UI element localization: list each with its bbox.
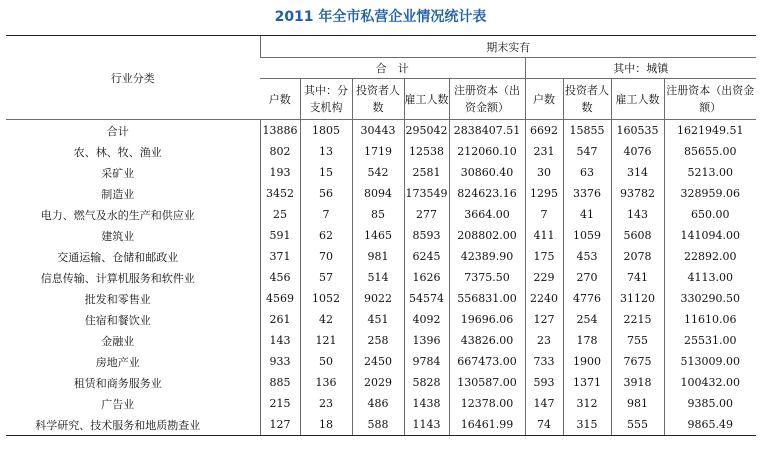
table-cell: 16461.99 xyxy=(449,414,525,436)
table-row xyxy=(6,267,756,288)
table-cell: 2240 xyxy=(525,288,563,309)
row-category: 电力、燃气及水的生产和供应业 xyxy=(40,208,195,222)
table-cell: 5608 xyxy=(611,225,664,246)
table-cell: 3918 xyxy=(611,372,664,393)
table-cell: 667473.00 xyxy=(449,351,525,372)
row-category: 信息传输、计算机服务和软件业 xyxy=(40,271,195,285)
row-category: 农、林、牧、渔业 xyxy=(73,145,162,159)
table-cell: 4092 xyxy=(404,309,449,330)
table-row xyxy=(6,120,756,142)
table-cell: 12538 xyxy=(404,141,449,162)
table-cell: 2078 xyxy=(611,246,664,267)
table-cell: 23 xyxy=(525,330,563,351)
column-header: 投资者人数 xyxy=(352,79,404,120)
table-cell: 330290.50 xyxy=(664,288,756,309)
table-cell: 4776 xyxy=(563,288,611,309)
table-cell: 19696.06 xyxy=(449,309,525,330)
table-cell: 85 xyxy=(352,204,404,225)
table-cell: 13886 xyxy=(260,120,300,142)
row-category: 租赁和商务服务业 xyxy=(73,376,162,390)
table-cell: 31120 xyxy=(611,288,664,309)
table-cell: 556831.00 xyxy=(449,288,525,309)
table-cell: 588 xyxy=(352,414,404,436)
row-category: 金融业 xyxy=(101,334,135,348)
table-cell: 981 xyxy=(611,393,664,414)
row-category: 房地产业 xyxy=(95,355,140,369)
table-cell: 30 xyxy=(525,162,563,183)
table-cell: 7 xyxy=(525,204,563,225)
table-cell: 1465 xyxy=(352,225,404,246)
table-cell: 42 xyxy=(300,309,352,330)
row-category: 制造业 xyxy=(101,187,135,201)
table-cell: 212060.10 xyxy=(449,141,525,162)
table-cell: 2581 xyxy=(404,162,449,183)
table-cell: 2029 xyxy=(352,372,404,393)
table-row xyxy=(6,141,756,162)
table-cell: 1719 xyxy=(352,141,404,162)
table-cell: 270 xyxy=(563,267,611,288)
row-category: 交通运输、仓储和邮政业 xyxy=(57,250,179,264)
column-header: 雇工人数 xyxy=(611,79,664,120)
table-cell: 733 xyxy=(525,351,563,372)
table-cell: 3376 xyxy=(563,183,611,204)
table-row xyxy=(6,204,756,225)
table-cell: 258 xyxy=(352,330,404,351)
table-cell: 15855 xyxy=(563,120,611,142)
table-cell: 62 xyxy=(300,225,352,246)
table-cell: 147 xyxy=(525,393,563,414)
table-cell: 22892.00 xyxy=(664,246,756,267)
table-row xyxy=(6,414,756,436)
table-cell: 3452 xyxy=(260,183,300,204)
header-group-total: 合 计 xyxy=(260,58,525,79)
table-cell: 2838407.51 xyxy=(449,120,525,142)
table-cell: 42389.90 xyxy=(449,246,525,267)
table-cell: 981 xyxy=(352,246,404,267)
table-cell: 411 xyxy=(525,225,563,246)
table-cell: 229 xyxy=(525,267,563,288)
table-cell: 136 xyxy=(300,372,352,393)
table-cell: 555 xyxy=(611,414,664,436)
table-cell: 215 xyxy=(260,393,300,414)
table-cell: 8094 xyxy=(352,183,404,204)
table-cell: 1052 xyxy=(300,288,352,309)
table-row xyxy=(6,351,756,372)
table-cell: 295042 xyxy=(404,120,449,142)
table-cell: 143 xyxy=(260,330,300,351)
table-cell: 2215 xyxy=(611,309,664,330)
table-cell: 50 xyxy=(300,351,352,372)
row-category: 住宿和餐饮业 xyxy=(84,313,151,327)
table-cell: 277 xyxy=(404,204,449,225)
table-cell: 3664.00 xyxy=(449,204,525,225)
table-title: 2011 年全市私营企业情况统计表 xyxy=(274,9,487,25)
table-cell: 54574 xyxy=(404,288,449,309)
table-cell: 371 xyxy=(260,246,300,267)
table-row xyxy=(6,393,756,414)
table-cell: 12378.00 xyxy=(449,393,525,414)
table-cell: 254 xyxy=(563,309,611,330)
table-cell: 9865.49 xyxy=(664,414,756,436)
table-cell: 143 xyxy=(611,204,664,225)
table-cell: 802 xyxy=(260,141,300,162)
table-cell: 85655.00 xyxy=(664,141,756,162)
column-header: 户数 xyxy=(260,79,300,120)
table-cell: 593 xyxy=(525,372,563,393)
table-cell: 513009.00 xyxy=(664,351,756,372)
table-cell: 121 xyxy=(300,330,352,351)
table-cell: 1371 xyxy=(563,372,611,393)
table-cell: 451 xyxy=(352,309,404,330)
table-header xyxy=(6,36,756,120)
column-header: 雇工人数 xyxy=(404,79,449,120)
table-cell: 193 xyxy=(260,162,300,183)
table-row xyxy=(6,309,756,330)
table-cell: 456 xyxy=(260,267,300,288)
table-cell: 312 xyxy=(563,393,611,414)
table-cell: 141094.00 xyxy=(664,225,756,246)
table-cell: 7375.50 xyxy=(449,267,525,288)
table-cell: 591 xyxy=(260,225,300,246)
table-cell: 231 xyxy=(525,141,563,162)
table-cell: 5828 xyxy=(404,372,449,393)
table-cell: 63 xyxy=(563,162,611,183)
header-period: 期末实有 xyxy=(260,36,756,58)
column-header: 其中：分支机构 xyxy=(300,79,352,120)
table-body xyxy=(6,120,756,436)
table-cell: 4076 xyxy=(611,141,664,162)
table-cell: 6245 xyxy=(404,246,449,267)
table-cell: 1626 xyxy=(404,267,449,288)
row-category: 科学研究、技术服务和地质勘查业 xyxy=(6,414,260,436)
table-cell: 486 xyxy=(352,393,404,414)
table-cell: 7675 xyxy=(611,351,664,372)
table-cell: 9784 xyxy=(404,351,449,372)
table-cell: 261 xyxy=(260,309,300,330)
table-row xyxy=(6,183,756,204)
table-cell: 1900 xyxy=(563,351,611,372)
table-cell: 1805 xyxy=(300,120,352,142)
table-cell: 57 xyxy=(300,267,352,288)
table-cell: 11610.06 xyxy=(664,309,756,330)
table-cell: 41 xyxy=(563,204,611,225)
table-cell: 9022 xyxy=(352,288,404,309)
table-cell: 93782 xyxy=(611,183,664,204)
table-cell: 7 xyxy=(300,204,352,225)
table-cell: 824623.16 xyxy=(449,183,525,204)
table-cell: 74 xyxy=(525,414,563,436)
column-header: 投资者人数 xyxy=(563,79,611,120)
table-cell: 23 xyxy=(300,393,352,414)
table-cell: 1396 xyxy=(404,330,449,351)
table-cell: 127 xyxy=(260,414,300,436)
table-row xyxy=(6,162,756,183)
table-cell: 160535 xyxy=(611,120,664,142)
table-cell: 30443 xyxy=(352,120,404,142)
table-row xyxy=(6,288,756,309)
table-cell: 453 xyxy=(563,246,611,267)
table-cell: 208802.00 xyxy=(449,225,525,246)
table-cell: 127 xyxy=(525,309,563,330)
row-category: 采矿业 xyxy=(101,166,135,180)
table-cell: 1438 xyxy=(404,393,449,414)
table-cell: 175 xyxy=(525,246,563,267)
table-cell: 885 xyxy=(260,372,300,393)
table-cell: 43826.00 xyxy=(449,330,525,351)
table-row xyxy=(6,246,756,267)
table-cell: 4569 xyxy=(260,288,300,309)
table-cell: 1143 xyxy=(404,414,449,436)
table-cell: 173549 xyxy=(404,183,449,204)
table-cell: 25531.00 xyxy=(664,330,756,351)
table-cell: 650.00 xyxy=(664,204,756,225)
table-row xyxy=(6,330,756,351)
table-cell: 933 xyxy=(260,351,300,372)
row-category: 建筑业 xyxy=(101,229,135,243)
table-cell: 13 xyxy=(300,141,352,162)
table-cell: 514 xyxy=(352,267,404,288)
table-cell: 2450 xyxy=(352,351,404,372)
column-header: 注册资本（出资金额） xyxy=(449,79,525,120)
table-cell: 1059 xyxy=(563,225,611,246)
header-group-town: 其中：城镇 xyxy=(525,58,756,79)
table-cell: 741 xyxy=(611,267,664,288)
table-cell: 178 xyxy=(563,330,611,351)
table-cell: 25 xyxy=(260,204,300,225)
table-cell: 100432.00 xyxy=(664,372,756,393)
table-cell: 1621949.51 xyxy=(664,120,756,142)
table-cell: 18 xyxy=(300,414,352,436)
table-cell: 6692 xyxy=(525,120,563,142)
row-category: 合计 xyxy=(106,124,129,138)
column-header: 户数 xyxy=(525,79,563,120)
table-cell: 5213.00 xyxy=(664,162,756,183)
table-cell: 547 xyxy=(563,141,611,162)
table-cell: 542 xyxy=(352,162,404,183)
table-cell: 15 xyxy=(300,162,352,183)
row-category: 批发和零售业 xyxy=(84,292,151,306)
table-cell: 315 xyxy=(563,414,611,436)
table-cell: 9385.00 xyxy=(664,393,756,414)
table-row xyxy=(6,372,756,393)
table-cell: 755 xyxy=(611,330,664,351)
table-cell: 130587.00 xyxy=(449,372,525,393)
table-cell: 30860.40 xyxy=(449,162,525,183)
row-header-industry: 行业分类 xyxy=(6,36,260,120)
table-cell: 314 xyxy=(611,162,664,183)
table-cell: 328959.06 xyxy=(664,183,756,204)
table-cell: 1295 xyxy=(525,183,563,204)
statistics-table xyxy=(6,35,756,436)
column-header: 注册资本（出资金额） xyxy=(664,79,756,120)
table-cell: 4113.00 xyxy=(664,267,756,288)
row-category: 广告业 xyxy=(101,397,135,411)
table-row xyxy=(6,225,756,246)
table-cell: 56 xyxy=(300,183,352,204)
table-cell: 70 xyxy=(300,246,352,267)
table-cell: 8593 xyxy=(404,225,449,246)
